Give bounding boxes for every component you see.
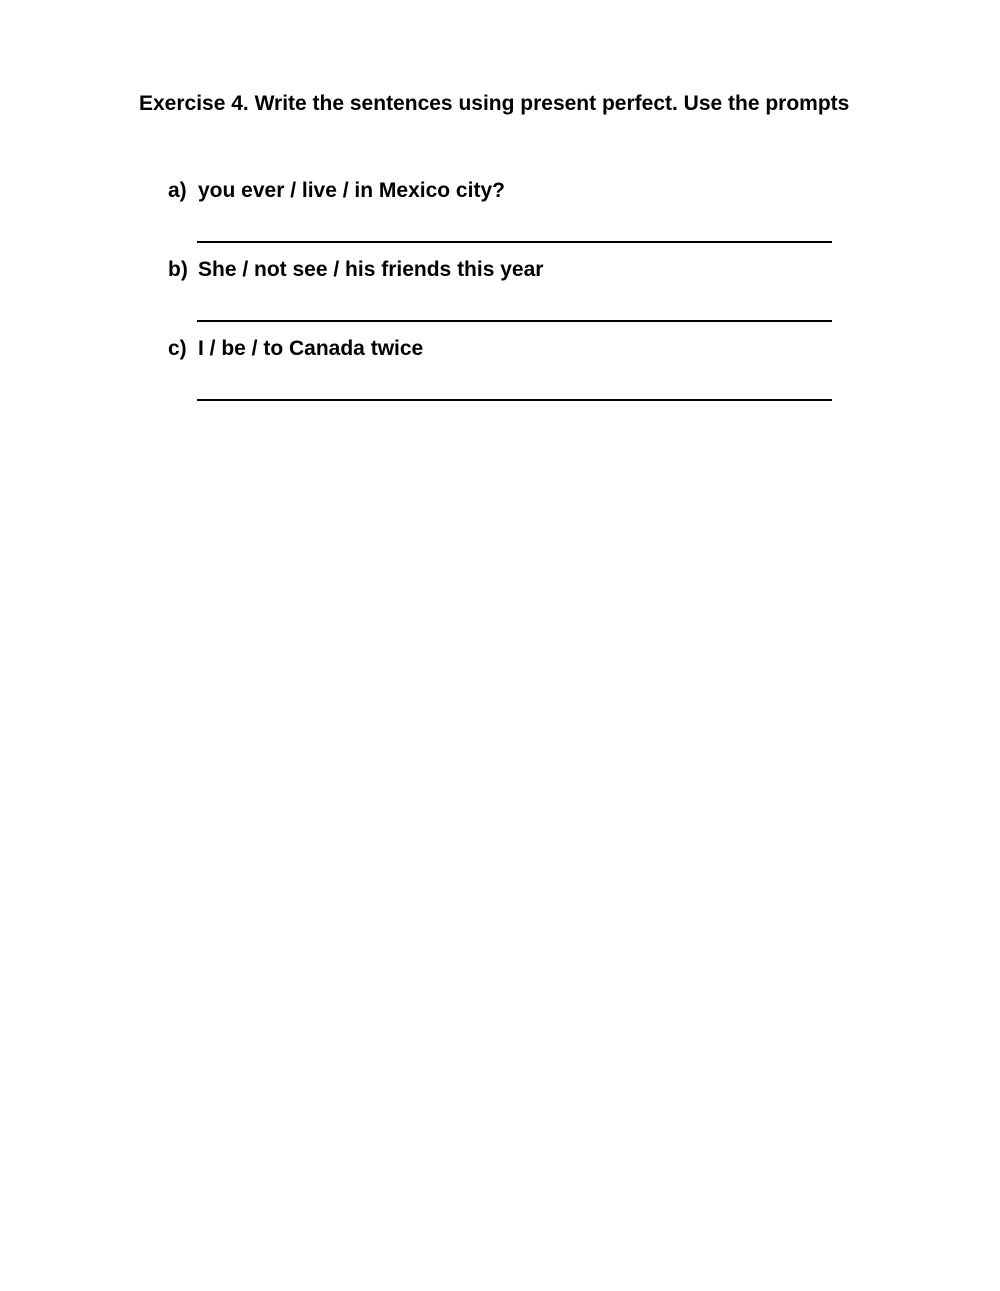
- answer-line-b[interactable]: [197, 320, 832, 322]
- exercise-instruction: Exercise 4. Write the sentences using present perfect. Use the prompts: [139, 92, 850, 115]
- item-prompt: I / be / to Canada twice: [198, 337, 424, 360]
- answer-line-c[interactable]: [197, 399, 832, 401]
- exercise-item-b: [168, 257, 868, 283]
- answer-line-a[interactable]: [197, 241, 832, 243]
- item-marker: a): [168, 179, 187, 202]
- item-marker: b): [168, 258, 188, 281]
- exercise-item-a: [168, 178, 868, 204]
- item-prompt: She / not see / his friends this year: [198, 258, 544, 281]
- item-prompt: you ever / live / in Mexico city?: [198, 179, 505, 202]
- item-marker: c): [168, 337, 187, 360]
- exercise-item-c: [168, 336, 868, 362]
